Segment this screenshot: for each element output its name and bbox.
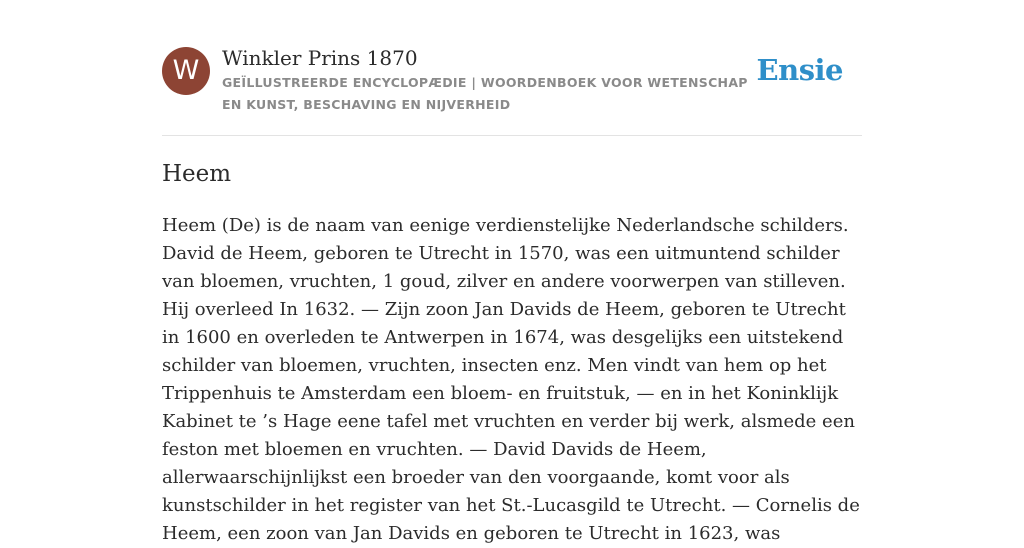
header-divider (162, 135, 862, 136)
entry-text: Heem (De) is de naam van eenige verdienstelijke Nederlandsche schilders. David de Heem, geboren te Utrecht in 1570, was een uitmuntend schilder van bloemen, vruchten, 1 goud, zilver en andere voorwerpen van stilleven. Hij overleed In 1632. — Zijn zoon Jan Davids de Heem, geboren te Utrecht in 1600 en overleden te Antwerpen in 1674, was desgelijks een uitstekend schilder van bloemen, vruchten, insecten enz. Men vindt van hem op het Trippenhuis te Amsterdam een bloem- en fruitstuk, — en in het Koninklijk Kabinet te ’s Hage eene tafel met vruchten en verder bij werk, alsmede een feston met bloemen en vruchten. — David Davids de Heem, allerwaarschijnlijkst een broeder van den voorgaande, komt voor als kunstschilder in het register van het St.-Lucasgild te Utrecht. — Cornelis de Heem, een zoon van Jan Davids en geboren te Utrecht in 1623, was (162, 215, 860, 544)
source-header (162, 46, 862, 136)
ensie-logo[interactable]: Ensie (756, 53, 843, 87)
entry-title: Heem (162, 161, 232, 187)
source-subtitle: GEÏLLUSTREERDE ENCYCLOPÆDIE | WOORDENBOEK VOOR WETENSCHAP EN KUNST, BESCHAVING EN NIJVERHEID (222, 75, 748, 112)
source-avatar[interactable]: W (162, 47, 210, 95)
source-title[interactable]: Winkler Prins 1870 (222, 46, 418, 70)
